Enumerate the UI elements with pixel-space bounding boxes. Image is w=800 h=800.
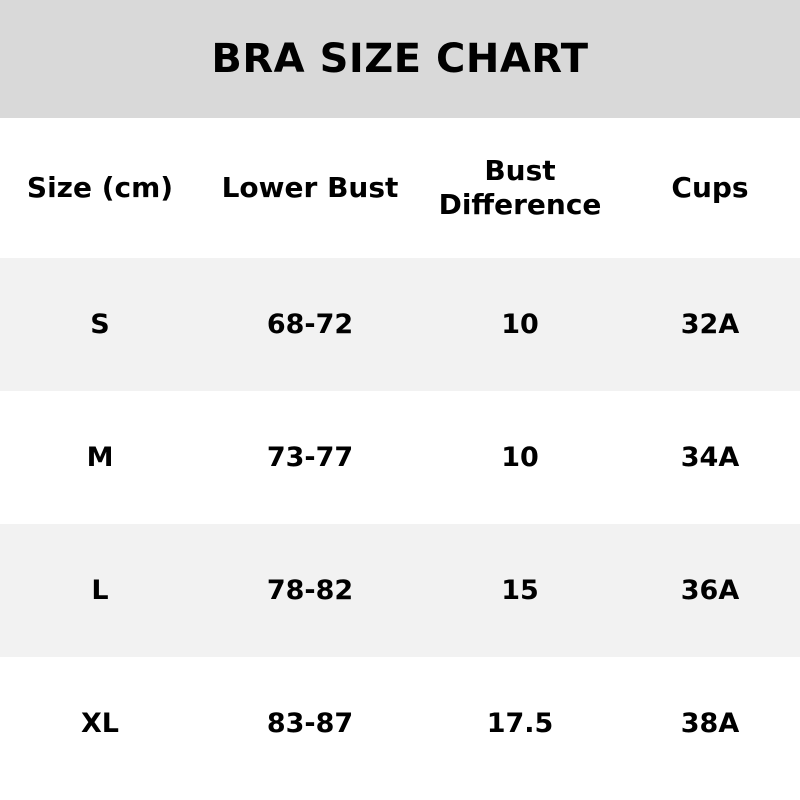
size-table — [0, 118, 800, 800]
chart-title-bar — [0, 0, 800, 118]
column-header-lower-bust: Lower Bust — [221, 171, 399, 205]
column-header-cups: Cups — [671, 171, 749, 205]
table-row — [0, 258, 800, 391]
chart-title: BRA SIZE CHART — [211, 36, 589, 82]
cell-size: M — [86, 442, 114, 473]
cell-cups: 32A — [680, 309, 740, 340]
cell-bust-difference: 17.5 — [486, 708, 554, 739]
cell-bust-difference: 10 — [501, 442, 539, 473]
column-header-bust-difference — [420, 154, 620, 221]
cell-size: S — [90, 309, 110, 340]
cell-bust-difference: 10 — [501, 309, 539, 340]
cell-cups: 38A — [680, 708, 740, 739]
table-row — [0, 524, 800, 657]
table-row — [0, 391, 800, 524]
column-header-size: Size (cm) — [26, 171, 174, 205]
cell-size: L — [91, 575, 109, 606]
cell-lower-bust: 78-82 — [266, 575, 354, 606]
column-header-bust-difference-line2: Difference — [438, 188, 602, 221]
cell-cups: 36A — [680, 575, 740, 606]
cell-lower-bust: 73-77 — [266, 442, 354, 473]
column-header-bust-difference-line1: Bust — [484, 154, 556, 188]
cell-cups: 34A — [680, 442, 740, 473]
table-row — [0, 657, 800, 790]
cell-bust-difference: 15 — [501, 575, 539, 606]
cell-lower-bust: 68-72 — [266, 309, 354, 340]
table-header-row — [0, 118, 800, 258]
cell-lower-bust: 83-87 — [266, 708, 354, 739]
cell-size: XL — [80, 708, 120, 739]
